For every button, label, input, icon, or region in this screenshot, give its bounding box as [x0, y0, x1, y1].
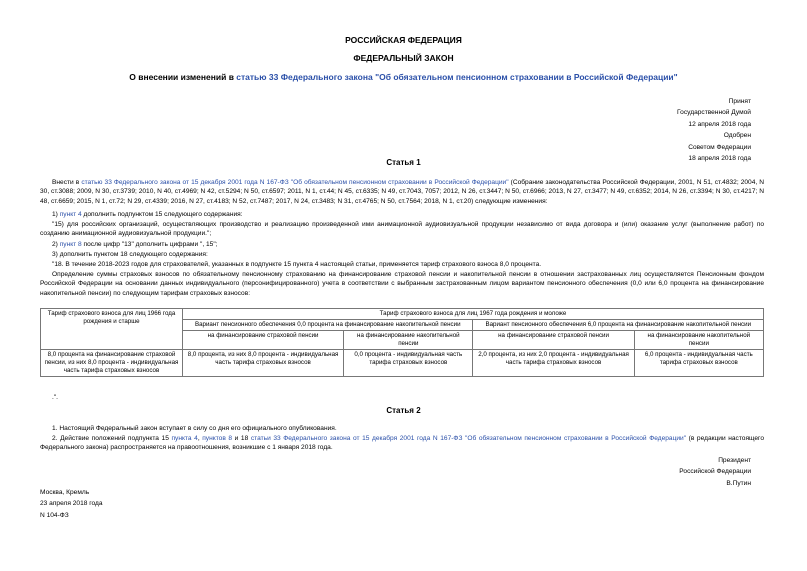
place-date-block — [40, 487, 103, 521]
item2 — [40, 240, 764, 249]
item1-num: 1) — [52, 211, 60, 218]
country-heading: РОССИЙСКАЯ ФЕДЕРАЦИЯ — [345, 35, 462, 45]
header-cell-accumulative6: на финансирование накопительной пенсии — [634, 331, 763, 350]
law-title-prefix: О внесении изменений в — [129, 72, 237, 82]
p2-link-article33[interactable]: статьи 33 Федерального закона от 15 декабря 2001 года N 167-ФЗ "Об обязательном пенсионном страховании в Российской Федерации" — [250, 435, 687, 442]
adoption-line: 12 апреля 2018 года — [688, 120, 751, 128]
article1-intro — [40, 178, 764, 206]
date-line: 23 апреля 2018 года — [40, 500, 103, 508]
table-cell: 6,0 процента - индивидуальная часть тарифа страховых взносов — [634, 350, 763, 377]
article2-heading: Статья 2 — [386, 406, 421, 415]
table-cell: 2,0 процента, из них 2,0 процента - индивидуальная часть тарифа страховых взносов — [473, 350, 634, 377]
signature-line: Президент — [718, 457, 751, 464]
table-cell: 8,0 процента на финансирование страховой пенсии, из них 8,0 процента - индивидуальная часть тарифа страховых взносов — [41, 350, 183, 377]
header-cell-variant6: Вариант пенсионного обеспечения 6,0 процента на финансирование накопительной пенсии — [473, 320, 764, 331]
p2-link-point4[interactable]: пункта 4 — [171, 435, 198, 442]
law-title-link[interactable]: статью 33 Федерального закона "Об обязательном пенсионном страховании в Российской Федерации" — [236, 72, 678, 82]
table-row — [41, 350, 764, 377]
item1-quote: "15) для российских организаций, осуществляющих производство и реализацию произведенной ими анимационной аудиовизуальной продукции независимо от вида договора и (или) оказание услуг (выполнение работ) по созданию анимационной аудиовизуальной продукции."; — [40, 221, 764, 238]
adoption-line: 18 апреля 2018 года — [688, 155, 751, 163]
signature-line: В.Путин — [726, 479, 751, 487]
law-number-line: N 104-ФЗ — [40, 511, 69, 519]
p2-mid1: , — [197, 435, 203, 442]
header-cell-insurance0: на финансирование страховой пенсии — [183, 331, 344, 350]
tariff-table — [40, 308, 764, 377]
article1-heading: Статья 1 — [386, 158, 421, 167]
item3-closing: .". — [52, 394, 59, 401]
adoption-line: Советом Федерации — [688, 143, 751, 151]
adoption-line: Государственной Думой — [677, 109, 751, 117]
adoption-line: Одобрен — [723, 132, 751, 140]
header-cell-insurance6: на финансирование страховой пенсии — [473, 331, 634, 350]
header-cell-younger: Тариф страхового взноса для лиц 1967 года рождения и моложе — [183, 309, 764, 320]
adoption-line: Принят — [728, 98, 751, 105]
item1 — [40, 210, 764, 219]
table-cell: 8,0 процента, из них 8,0 процента - индивидуальная часть тарифа страховых взносов — [183, 350, 344, 377]
table-header-row — [41, 309, 764, 320]
article2-p1: 1. Настоящий Федеральный закон вступает в силу со дня его официального опубликования. — [52, 425, 337, 432]
item3: 3) дополнить пунктом 18 следующего содержания: — [52, 251, 208, 258]
header-cell-accumulative0: на финансирование накопительной пенсии — [344, 331, 473, 350]
p2-link-point8[interactable]: пунктов 8 — [202, 435, 233, 442]
item3-para: Определение суммы страховых взносов по обязательному пенсионному страхованию на финансирование страховой пенсии и накопительной пенсии в отношении застрахованных лиц осуществляется Пенсионным фондом Российской Федерации на основании данных индивидуального (персонифицированного) учета в соответствии с выбранным застрахованным лицом вариантом пенсионного обеспечения (0,0 или 6,0 процента на финансирование накопительной пенсии) по следующим тарифам страховых взносов: — [40, 271, 764, 297]
intro-prefix: Внести в — [52, 179, 82, 186]
signature-block — [679, 455, 751, 489]
intro-law-link[interactable]: статью 33 Федерального закона от 15 декабря 2001 года N 167-ФЗ "Об обязательном пенсионном страховании в Российской Федерации" — [81, 179, 509, 186]
law-title — [0, 72, 807, 83]
item1-link[interactable]: пункт 4 — [59, 211, 82, 218]
p2-prefix: 2. Действие положений подпункта 15 — [52, 435, 172, 442]
law-type-heading: ФЕДЕРАЛЬНЫЙ ЗАКОН — [353, 53, 454, 63]
header-cell-older: Тариф страхового взноса для лиц 1966 года рождения и старше — [41, 309, 183, 350]
p2-mid2: и 18 — [232, 435, 251, 442]
article2-p2 — [40, 434, 764, 453]
item2-link[interactable]: пункт 8 — [59, 241, 82, 248]
header-cell-variant0: Вариант пенсионного обеспечения 0,0 процента на финансирование накопительной пенсии — [183, 320, 473, 331]
item2-rest: после цифр "13" дополнить цифрами ", 15"; — [81, 241, 218, 248]
item1-rest: дополнить подпунктом 15 следующего содержания: — [81, 211, 243, 218]
item3-quote: "18. В течение 2018-2023 годов для страхователей, указанных в подпункте 15 пункта 4 настоящей статьи, применяется тариф страхового взноса 8,0 процента. — [52, 261, 542, 268]
item2-num: 2) — [52, 241, 60, 248]
table-cell: 0,0 процента - индивидуальная часть тарифа страховых взносов — [344, 350, 473, 377]
place-line: Москва, Кремль — [40, 489, 90, 496]
adoption-block — [677, 96, 751, 164]
signature-line: Российской Федерации — [679, 468, 751, 476]
intro-rest: (Собрание законодательства Российской Федерации, 2001, N 51, ст.4832; 2004, N 30, ст.3088; 2009, N 30, ст.3739; 2010, N 40, ст.4969; N 42, ст.5294; N 50, ст.6597; 2011, N 1, ст.44; N 45, ст.6335; N 49, ст.7043, 7057; 2012, N 26, ст.3447; N 50, ст.6966; 2013, N 27, ст.3477; N 49, ст.6352; 2014, N 26, ст.3394; N 30, ст.4217; N 48, ст.6659; 2015, N 1, ст.72; N 29, ст.4339; 2016, N 27, ст.4183; N 52, ст.7487; 2017, N 24, ст.3483; N 31, ст.4765; N 50, ст.7564; 2018, N 1, ст.20) следующие изменения: — [40, 179, 765, 205]
p2-rest: (в редакции настоящего Федерального закона) распространяется на правоотношения, возникшие с 1 января 2018 года. — [40, 435, 764, 452]
